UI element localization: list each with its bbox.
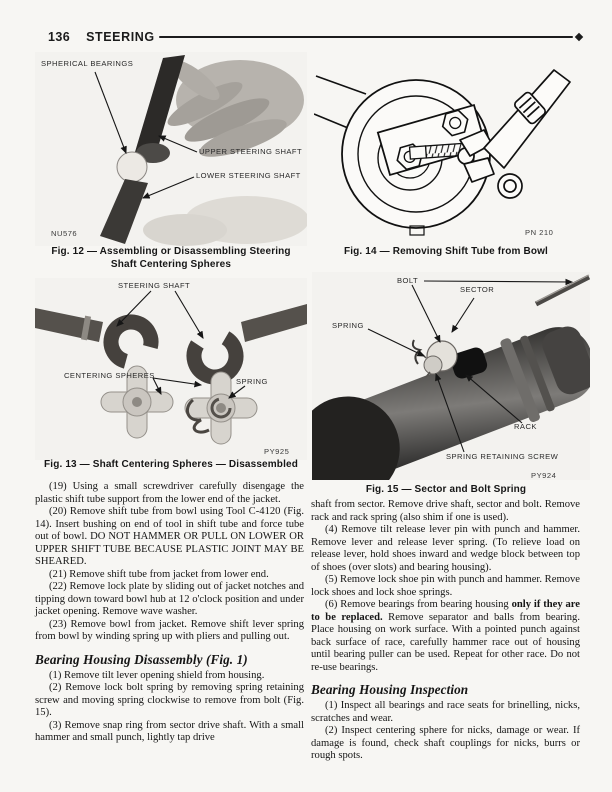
callout-steering-shaft: STEERING SHAFT xyxy=(118,281,191,290)
body-paragraph: shaft from sector. Remove drive shaft, sector and bolt. Remove rack and rack spring (also shim if one is used). xyxy=(311,499,580,523)
callout-centering-spheres: CENTERING SPHERES xyxy=(64,371,155,380)
header-diamond-icon xyxy=(575,33,583,41)
fig15-illustration xyxy=(312,272,590,480)
section-heading: Bearing Housing Inspection xyxy=(311,682,469,697)
fig13-photo xyxy=(35,278,307,460)
body-paragraph: (1) Remove tilt lever opening shield from housing. xyxy=(49,669,265,681)
fig13-caption: Fig. 13 — Shaft Centering Spheres — Disassembled xyxy=(44,459,298,470)
body-paragraph: (21) Remove shift tube from jacket from lower end. xyxy=(49,568,269,580)
header-rule xyxy=(159,36,573,38)
callout-lower-steering-shaft: LOWER STEERING SHAFT xyxy=(196,171,301,180)
fig14-drawing xyxy=(314,56,580,242)
left-column-text xyxy=(35,481,304,745)
body-paragraph: (19) Using a small screwdriver carefully disengage the plastic shift tube support from the lower end of the jacket. xyxy=(35,481,304,505)
callout-spring-retaining-screw: SPRING RETAINING SCREW xyxy=(446,452,559,461)
fig12-caption-line2: Shaft Centering Spheres xyxy=(110,258,232,270)
body-paragraph: (3) Remove snap ring from sector drive shaft. With a small hammer and small punch, lightly tap drive xyxy=(35,719,304,743)
callout-rack: RACK xyxy=(514,422,537,431)
body-paragraph: (2) Remove lock bolt spring by removing spring retaining screw and moving spring clockwise to remove from bolt (Fig. 15). xyxy=(35,682,304,718)
section-title: STEERING xyxy=(86,30,155,44)
right-column-text xyxy=(311,499,580,763)
callout-spherical-bearings: SPHERICAL BEARINGS xyxy=(41,59,134,68)
callout-spring: SPRING xyxy=(236,377,268,386)
sphere-shape xyxy=(117,152,147,182)
callout-spring: SPRING xyxy=(332,321,364,330)
body-paragraph: (4) Remove tilt release lever pin with punch and hammer. Remove lever and release lever spring. (To relieve load on release lever, hold shoes inward and wedge block between top of shoes (over slots) and bearing housing). xyxy=(311,524,580,573)
fig12-illustration xyxy=(35,52,307,246)
body-paragraph: (1) Inspect all bearings and race seats for brinelling, nicks, scratches and wear. xyxy=(311,700,580,724)
fig12-caption xyxy=(35,246,307,271)
body-paragraph: (22) Remove lock plate by sliding out of jacket notches and tipping down toward bowl hub at 12 o'clock position and under jacket opening. Remove wave washer. xyxy=(35,581,304,617)
fig14-illustration xyxy=(314,56,580,242)
fig13-illustration xyxy=(35,278,307,460)
fig15-photo-code: PY924 xyxy=(531,471,557,480)
callout-upper-steering-shaft: UPPER STEERING SHAFT xyxy=(199,147,303,156)
fig13-photo-code: PY925 xyxy=(264,447,290,456)
body-paragraph: (5) Remove lock shoe pin with punch and hammer. Remove lock shoes and lock shoe springs. xyxy=(311,574,580,598)
fig15-caption: Fig. 15 — Sector and Bolt Spring xyxy=(365,484,527,495)
fig12-caption-line1: Fig. 12 — Assembling or Disassembling Steering xyxy=(51,246,291,257)
section-heading: Bearing Housing Disassembly (Fig. 1) xyxy=(35,651,248,667)
page-header xyxy=(48,30,582,44)
fig15-photo xyxy=(312,272,590,480)
fig12-photo-code: NU576 xyxy=(51,229,78,238)
body-paragraph: (6) Remove bearings from bearing housing only if they are to be replaced. Remove separator and balls from bearing. Place housing on work surface. With a pointed punch against back surface of race, carefully hammer race out of housing until bearing puller can be used. Repeat for other race. Do not re-use bearings. xyxy=(311,599,580,673)
body-paragraph: (20) Remove shift tube from bowl using Tool C-4120 (Fig. 14). Insert bushing on end of tool in shift tube and force tube out of bowl. DO NOT HAMMER OR PULL ON LOWER OR UPPER SHIFT TUBE BECAUSE PLASTIC JOINT MAY BE SHEARED. xyxy=(35,506,304,567)
callout-bolt: BOLT xyxy=(397,276,419,285)
wrench-shape xyxy=(458,70,570,198)
fig14-caption: Fig. 14 — Removing Shift Tube from Bowl xyxy=(343,246,548,257)
callout-sector: SECTOR xyxy=(460,285,495,294)
body-paragraph: (2) Inspect centering sphere for nicks, damage or wear. If damage is found, check shaft couplings for nicks, burrs or rough spots. xyxy=(311,725,580,761)
page-number: 136 xyxy=(48,30,71,44)
fig14-photo-code: PN 210 xyxy=(525,228,554,237)
body-paragraph: (23) Remove bowl from jacket. Remove shift lever spring from bowl by winding spring up with pliers and pulling out. xyxy=(35,618,304,642)
